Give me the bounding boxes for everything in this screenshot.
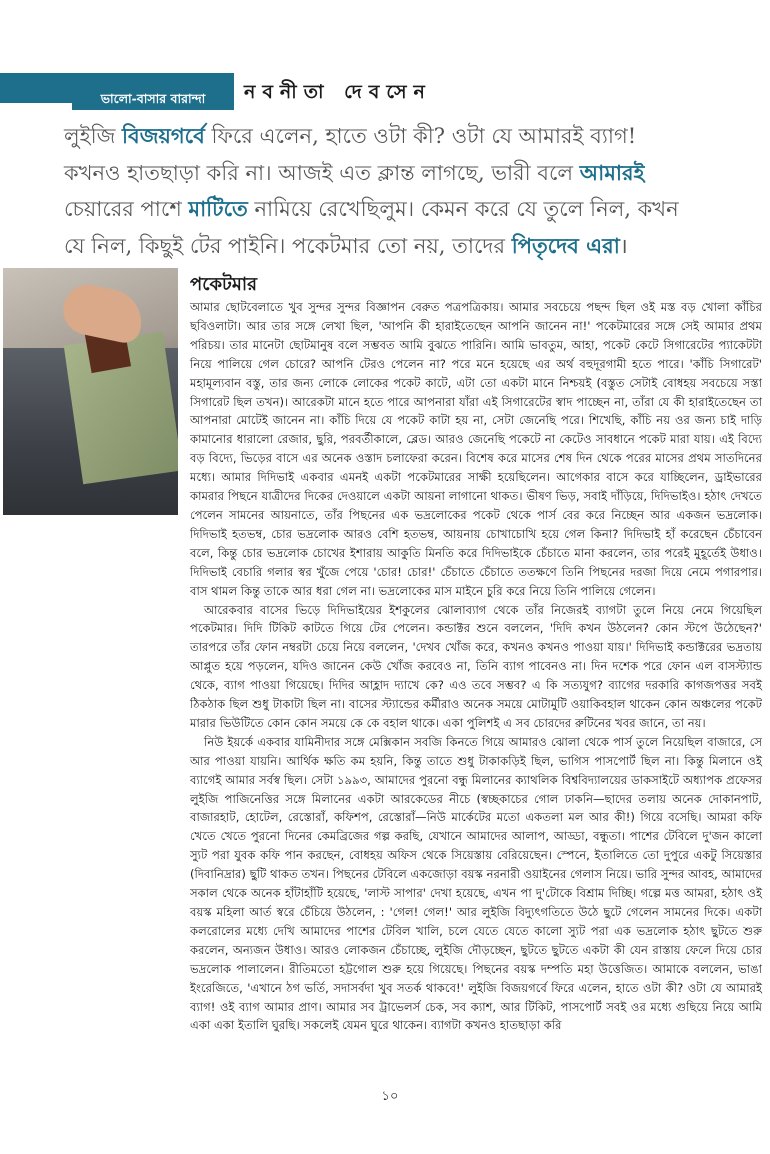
article-body — [190, 298, 762, 1035]
article-paragraph: নিউ ইয়র্কে একবার যামিনীদার সঙ্গে মেক্সিকান সবজি কিনতে গিয়ে আমারও ঝোলা থেকে পার্স তুলে নিয়েছিল বাজারে, সে আর পাওয়া যায়নি। আর্থিক ক্ষতি কম হয়নি, কিন্তু তাতে শুধু টাকাকড়িই ছিল, ভাগিস পাসপোর্ট ছিল না। কিন্তু মিলানে ওই ব্যাগেই আমার সর্বস্ব ছিল। সেটা ১৯৯৩, আমাদের পুরনো বন্ধু মিলানের ক্যাথলিক বিশ্ববিদ্যালয়ের ডাকসাইটে অধ্যাপক প্রফেসর লুইজি পাজিনেত্তির সঙ্গে মিলানের একটা আরকেডের নীচে (স্বচ্ছকাচের গোল ঢাকনি—ছাদের তলায় অনেক দোকানপাট, বাজারহাট, হোটেল, রেস্তোরাঁ, কফিশপ, রেস্তোরাঁ—নিউ মার্কেটের মতো একতলা মল আর কী!) গিয়ে বসেছি। আমরা কফি খেতে খেতে পুরনো দিনের কেমব্রিজের গল্প করছি, যেখানে আমাদের আলাপ, আড্ডা, বন্ধুতা। পাশের টেবিলে দু'জন কালো স্যুট পরা যুবক কফি পান করছেন, বোধহয় অফিস থেকে সিয়েস্তায় বেরিয়েছেন। স্পেনে, ইতালিতে তো দুপুরে একটু সিয়েস্তার (দিবানিদ্রার) ছুটি থাকত তখন। পিছনের টেবিলে একজোড়া বয়স্ক নরনারী ওয়াইনের গেলাস নিয়ে। ভারি সুন্দর আবহ, আমাদের সকাল থেকে অনেক হাঁটাহাঁটি হয়েছে, 'লাস্ট সাপার' দেখা হয়েছে, এখন পা দু'টোকে বিশ্রাম দিচ্ছি। গল্পে মত্ত আমরা, হঠাৎ ওই বয়স্ক মহিলা আর্ত স্বরে চেঁচিয়ে উঠলেন, : 'গেল! গেল!' আর লুইজি বিদ্যুৎগতিতে উঠে ছুটে গেলেন সামনের দিকে। একটা কলরোলের মধ্যে দেখি আমাদের পাশের টেবিল খালি, চলে যেতে যেতে কালো স্যুট পরা এক ভদ্রলোক হঠাৎ ছুটতে শুরু করলেন, অন্যজন উধাও। আরও লোকজন চেঁচাচ্ছে, লুইজি দৌড়চ্ছেন, ছুটতে ছুটতে একটা কী যেন রাস্তায় ফেলে দিয়ে চোর ভদ্রলোক পালালেন। রীতিমতো হট্টগোল শুরু হয়ে গিয়েছে। পিছনের বয়স্ক দম্পতি মহা উত্তেজিত। আমাকে বললেন, ভাঙা ইংরেজিতে, 'এখানে ঠগ ভর্তি, সদাসর্বদা খুব সতর্ক থাকবে!' লুইজি বিজয়গর্বে ফিরে এলেন, হাতে ওটা কী? ওটা যে আমারই ব্যাগ! ওই ব্যাগ আমার প্রাণ। আমার সব ট্রাভেলর্স চেক, সব ক্যাশ, আর টিকিট, পাসপোর্ট সবই ওর মধ্যে গুছিয়ে নিয়ে আমি একা একা ইতালি ঘুরছি। সকলেই যেমন ঘুরে থাকেন। ব্যাগটা কখনও হাতছাড়া করি — [190, 734, 762, 1033]
article-paragraph: আরেকবার বাসের ভিড়ে দিদিভাইয়ের ইশকুলের ঝোলাব্যাগ থেকে তাঁর নিজেরই ব্যাগটা তুলে নিয়ে নেমে গিয়েছিল পকেটমার। দিদি টিকিট কাটতে গিয়ে টের পেলেন। কন্ডাক্টর শুনে বললেন, 'দিদি কখন উঠলেন? কোন স্টপে উঠেছেন?' তারপরে তাঁর ফোন নম্বরটা চেয়ে নিয়ে বললেন, 'দেখব খোঁজ করে, কখনও কখনও পাওয়া যায়।' দিদিভাই কন্ডাক্টরের ভদ্রতায় আপ্লুত হয়ে পড়লেন, যদিও জানেন কেউ খোঁজ করবেও না, তিনি ব্যাগ পাবেনও না। দিন দশেক পরে ফোন এল বাসস্ট্যান্ড থেকে, ব্যাগ পাওয়া গিয়েছে। দিদির আহ্লাদ দ্যাখে কে? এও তবে সম্ভব? এ কি সত্যযুগ? ব্যাগের দরকারি কাগজপত্তর সবই ঠিকঠাক ছিল শুধু টাকাটা ছিল না। বাসের স্ট্যান্ডের কর্মীরাও অনেক সময়ে মোটামুটি ওয়াকিবহাল থাকেন কোন অঞ্চলের পকেট মারার ভিউটিতে কোন কোন সময়ে কে কে বহাল থাকে। একা পুলিশই এ সব চোরদের রুটিনের খবর জানে, তা নয়। — [190, 602, 762, 730]
article-paragraph: আমার ছোটবেলাতে খুব সুন্দর সুন্দর বিজ্ঞাপন বেরুত পত্রপত্রিকায়। আমার সবচেয়ে পছন্দ ছিল ওই মস্ত বড় খোলা কাঁচির ছবিওলাটা। আর তার সঙ্গে লেখা ছিল, 'আপনি কী হারাইতেছেন আপনি জানেন না!' পকেটমারের সঙ্গে সেই আমার প্রথম পরিচয়। তার মানেটা ছোটমানুষ বলে সম্ভবত আমি বুঝতে পারিনি। আমি ভাবতুম, আহা, পকেট কেটে সিগারেটের প্যাকেটটা নিয়ে পালিয়ে গেল চোরে? আপনি টেরও পেলেন না? পরে মনে হয়েছে এর অর্থ বহুদূরগামী হতে পারে। 'কাঁচি সিগারেট' মহামূল্যবান বস্তু, তার জন্য লোকে লোকের পকেট কাটে, এটা তো একটা মানে নিশ্চয়ই (বস্তুত সেটাই বোধহয় সবচেয়ে সস্তা সিগারেট ছিল তখন)। আরেকটা মানে হতে পারে আপনারা যাঁরা এই সিগারেটের স্বাদ পাচ্ছেন না, তাঁরা যে কী হারাইতেছেন তা আপনারা মোটেই জানেন না। কাঁচি দিয়ে যে পকেট কাটা হয় না, সেটা জেনেছি পরে। শিখেছি, কাঁচি নয় ওর জন্য চাই দাড়ি কামানোর ধারালো রেজার, ছুরি, পরবর্তীকালে, ব্লেড। আরও জেনেছি পকেটে না কেটেও সাবধানে পকেট মারা যায়। এই বিদ্যে বড় বিদ্যে, ভিড়ের বাসে এর অনেক ওস্তাদ চলাফেরা করেন। বিশেষ করে মাসের শেষ দিন থেকে পরের মাসের প্রথম সাতদিনের মধ্যে। আমার দিদিভাই একবার এমনই একটা পকেটমারের সাক্ষী হয়েছিলেন। আগেকার বাসে করে যাচ্ছিলেন, ড্রাইভারের কামরার পিছনে যাত্রীদের দিকের দেওয়ালে একটা আয়না লাগানো থাকত। ভীষণ ভিড়, সবাই দাঁড়িয়ে, দিদিভাইও। হঠাৎ দেখতে পেলেন সামনের আয়নাতে, তাঁর পিছনের এক ভদ্রলোকের পকেট থেকে পার্স বের করে নিচ্ছেন আর একজন ভদ্রলোক। দিদিভাই হতভম্ব, চোর ভদ্রলোক আরও বেশি হতভম্ব, আয়নায় চোখাচোখি হয়ে গেল কিনা? দিদিভাই হাঁ করেছেন চেঁচাবেন বলে, কিন্তু চোর ভদ্রলোক চোখের ইশারায় আকুতি মিনতি করে দিদিভাইকে চেঁচাতে মানা করলেন, তার পরেই মুহূর্তেই উধাও। দিদিভাই বেচারি গলার স্বর খুঁজে পেয়ে 'চোর! চোর!' চেঁচাতে চেঁচাতে ততক্ষণে তিনি পিছনের দরজা দিয়ে নেমে পগারপার। বাস থামল কিন্তু তাকে আর ধরা গেল না। ভদ্রলোকের মাস মাইনে চুরি করে নিয়ে তিনি পালিয়ে গেলেন। — [190, 300, 762, 598]
photo-hand — [59, 280, 148, 346]
intro-highlight: মাটিতে — [188, 196, 248, 221]
series-tag: ভালো-বাসার বারান্দা — [72, 88, 234, 110]
intro-highlight: বিজয়গর্বে — [122, 123, 205, 148]
article-title: পকেটমার — [190, 274, 257, 295]
intro-highlight: পিতৃদেব এরা — [511, 232, 620, 258]
intro-text: লুইজি — [64, 124, 123, 148]
pickpocket-photo — [3, 268, 178, 515]
intro-highlight: আমারই — [579, 159, 645, 185]
intro-pullquote — [64, 118, 694, 264]
page-number: ১০ — [381, 1089, 399, 1104]
intro-text: । — [619, 233, 628, 258]
intro-text: ফিরে এলেন, হাতে ওটা কী? ওটা যে আমারই ব্যাগ! কখনও হাতছাড়া করি না। আজই এত ক্লান্ত লাগছে, ভারী বলে — [64, 124, 637, 185]
intro-text: চেয়ারের পাশে — [64, 197, 189, 221]
author-name: নবনীতা দেবসেন — [244, 81, 432, 103]
intro-text: নামিয়ে রেখেছিলুম। কেমন করে যে তুলে নিল, কখন যে নিল, কিছুই টের পাইনি। পকেটমার তো নয়, তাদের — [64, 197, 679, 258]
